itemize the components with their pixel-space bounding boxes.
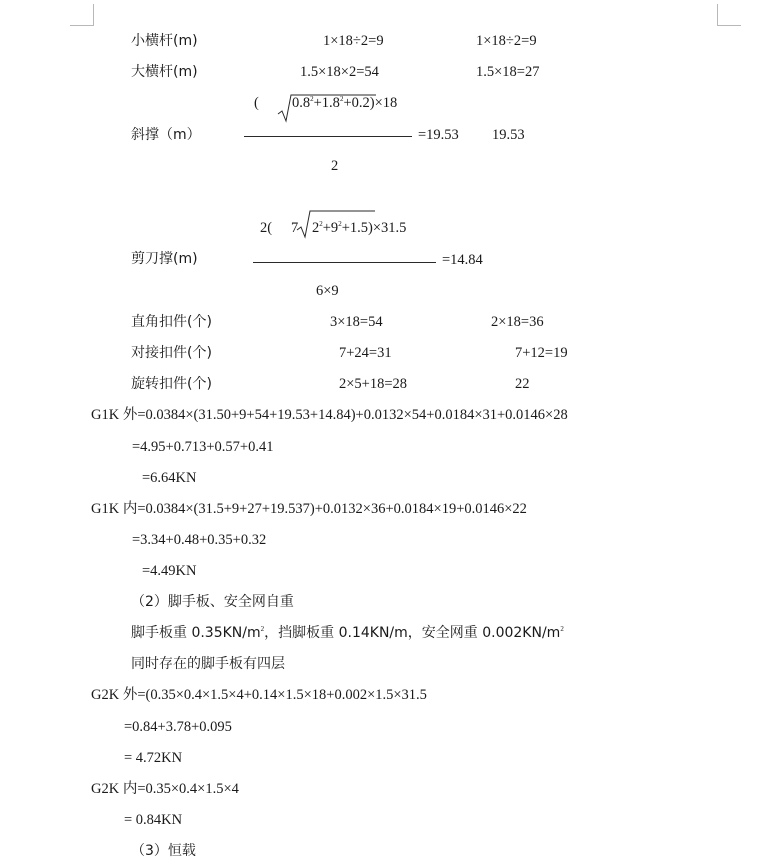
row-label: 旋转扣件(个) — [131, 376, 212, 392]
brace-label: 斜撑（m） — [131, 127, 201, 143]
calc-line-g2k-outer: G2K 外=(0.35×0.4×1.5×4+0.14×1.5×18+0.002×1.5×31.5 — [91, 687, 427, 703]
row-inner-value: 1×18÷2=9 — [476, 33, 537, 49]
radicand-a: 2 — [312, 220, 320, 236]
exponent: 2 — [319, 220, 323, 228]
calc-line: =6.64KN — [142, 470, 197, 486]
radicand-a: 0.8 — [292, 95, 311, 111]
scissor-label: 剪刀撑(m) — [131, 251, 198, 267]
calc-line-g1k-inner: G1K 内=0.0384×(31.5+9+27+19.537)+0.0132×36+0.0184×19+0.0146×22 — [91, 501, 527, 517]
calc-line: = 4.72KN — [124, 750, 183, 766]
weights-part: ，挡脚板重 0.14KN/m，安全网重 0.002KN/m — [264, 625, 561, 641]
row-label: 大横杆(m) — [131, 64, 198, 80]
row-label: 对接扣件(个) — [131, 345, 212, 361]
exponent: 2 — [560, 625, 564, 633]
row-outer-value: 3×18=54 — [330, 314, 383, 330]
scissor-radicand — [312, 219, 406, 237]
calc-line: =4.49KN — [142, 563, 197, 579]
calc-line-g2k-inner: G2K 内=0.35×0.4×1.5×4 — [91, 781, 239, 797]
row-label: 直角扣件(个) — [131, 314, 212, 330]
exponent: 2 — [310, 95, 314, 103]
brace-multiplier: ×18 — [374, 95, 398, 111]
exponent: 2 — [260, 625, 265, 633]
scissor-result: =14.84 — [442, 252, 483, 268]
brace-radicand — [292, 94, 397, 112]
scissor-denominator: 6×9 — [316, 283, 339, 299]
corner-mark-top-left — [93, 4, 94, 26]
row-outer-value: 7+24=31 — [339, 345, 392, 361]
row-inner-value: 22 — [515, 376, 530, 392]
weights-line — [131, 624, 564, 642]
corner-mark-top-right — [717, 25, 741, 26]
weights-part: 脚手板重 0.35KN/m — [131, 625, 261, 641]
brace-open-paren: ( — [254, 95, 259, 111]
brace-denominator: 2 — [331, 158, 339, 174]
row-inner-value: 2×18=36 — [491, 314, 544, 330]
row-inner-value: 1.5×18=27 — [476, 64, 540, 80]
row-outer-value: 1.5×18×2=54 — [300, 64, 379, 80]
calc-line: =0.84+3.78+0.095 — [124, 719, 232, 735]
scissor-prefix: 2( — [260, 220, 273, 236]
brace-inner-value: 19.53 — [492, 127, 525, 143]
exponent: 2 — [338, 220, 342, 228]
section-heading: （2）脚手板、安全网自重 — [131, 594, 294, 610]
calc-line: =3.34+0.48+0.35+0.32 — [132, 532, 267, 548]
scissor-multiplier: ×31.5 — [372, 220, 407, 236]
section-heading: （3）恒载 — [131, 843, 196, 859]
row-label: 小横杆(m) — [131, 33, 198, 49]
row-outer-value: 1×18÷2=9 — [323, 33, 384, 49]
radicand-term: +1.5) — [341, 220, 373, 236]
radicand-term: +0.2) — [343, 95, 375, 111]
body-text: 同时存在的脚手板有四层 — [131, 656, 285, 672]
corner-mark-top-left — [70, 25, 94, 26]
corner-mark-top-right — [717, 4, 718, 26]
calc-line-g1k-outer: G1K 外=0.0384×(31.50+9+54+19.53+14.84)+0.0132×54+0.0184×31+0.0146×28 — [91, 407, 568, 423]
exponent: 2 — [339, 95, 344, 103]
brace-result: =19.53 — [418, 127, 459, 143]
radicand-term: +9 — [322, 220, 339, 236]
row-inner-value: 7+12=19 — [515, 345, 568, 361]
fraction-bar — [253, 262, 436, 263]
calc-line: = 0.84KN — [124, 812, 183, 828]
scissor-coefficient: 7 — [291, 220, 299, 236]
row-outer-value: 2×5+18=28 — [339, 376, 408, 392]
calc-line: =4.95+0.713+0.57+0.41 — [132, 439, 274, 455]
fraction-bar — [244, 136, 412, 137]
radicand-term: +1.8 — [313, 95, 340, 111]
